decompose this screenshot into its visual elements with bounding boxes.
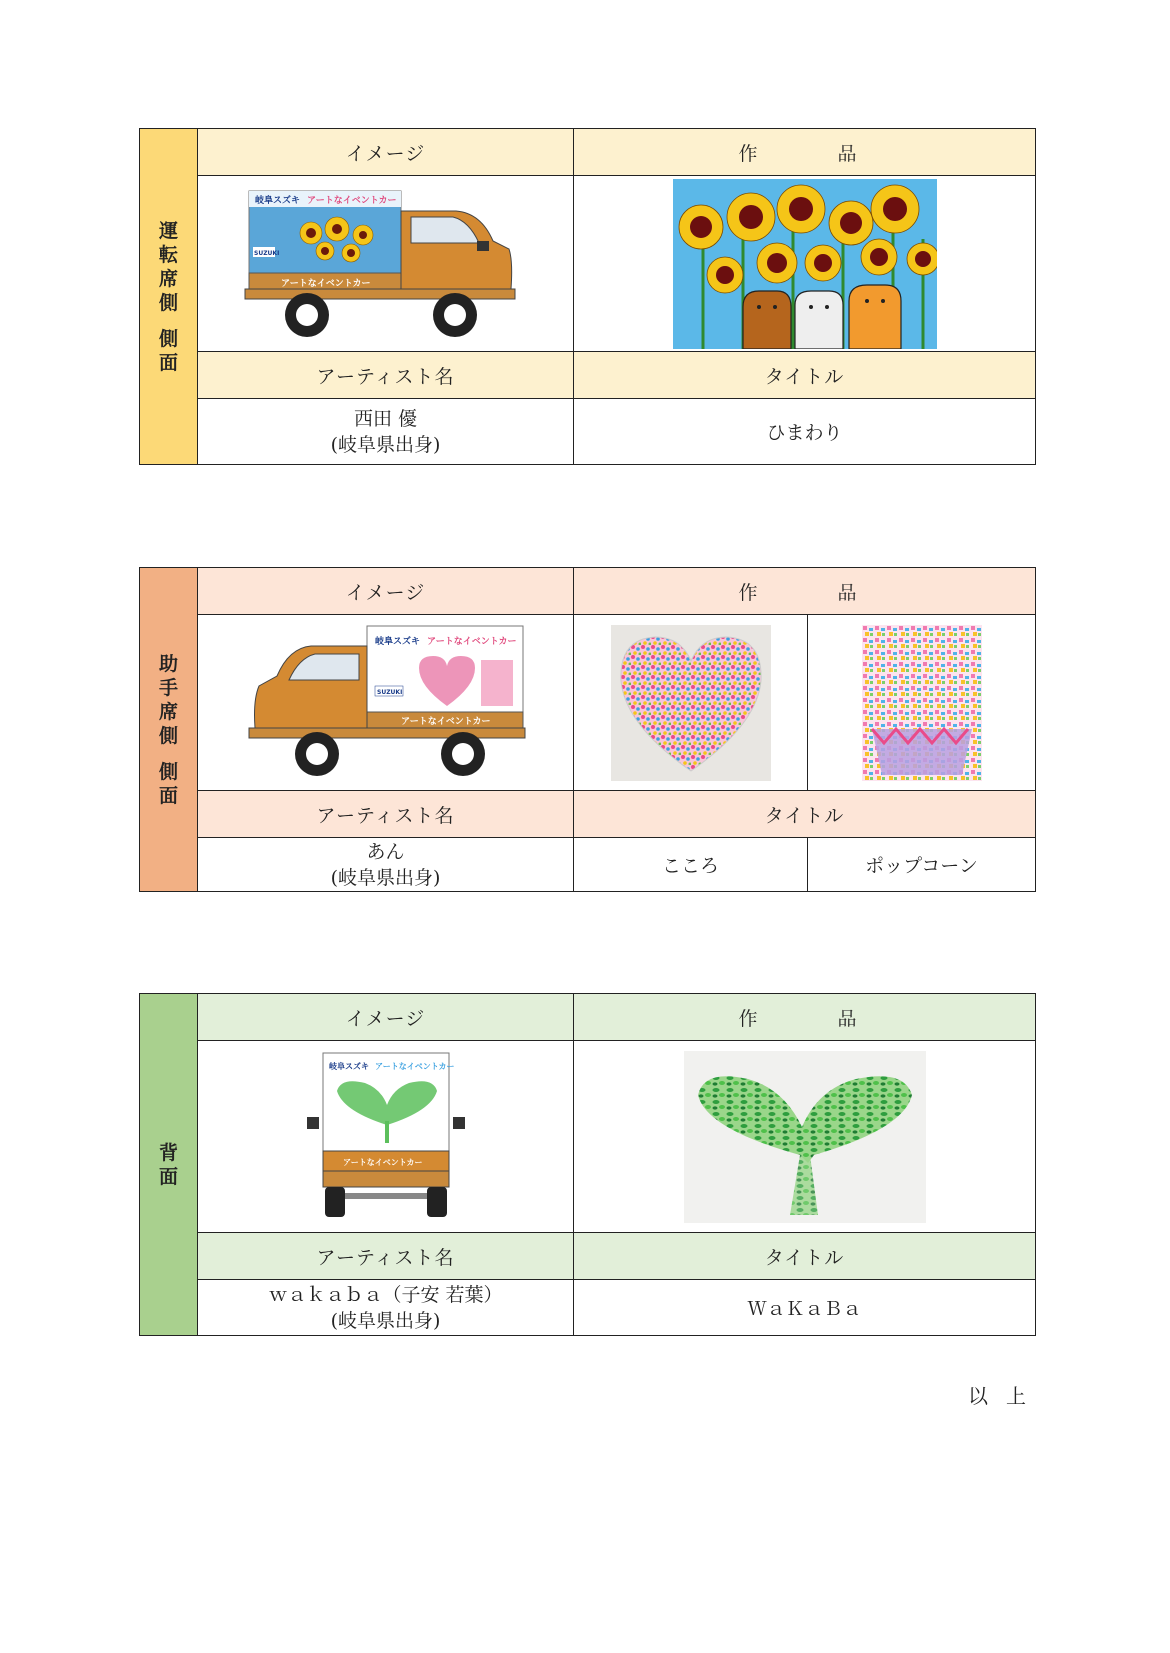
svg-text:アートなイベントカー: アートなイベントカー <box>400 716 490 727</box>
header-title: タイトル <box>574 791 1036 838</box>
artist-origin: (岐阜県出身) <box>330 866 441 889</box>
truck-image-rear <box>198 1041 574 1233</box>
header-image: イメージ <box>198 994 574 1041</box>
heart-painting <box>611 625 771 781</box>
artist-name: 西田 優 <box>353 407 418 430</box>
svg-text:岐阜スズキ: 岐阜スズキ <box>374 636 420 647</box>
truck-image-driver <box>198 176 574 352</box>
side-label-driver: 運 転 席 側 側 面 <box>140 129 198 465</box>
popcorn-painting <box>862 625 982 781</box>
header-artist: アーティスト名 <box>198 352 574 399</box>
header-artist: アーティスト名 <box>198 791 574 838</box>
svg-text:アートなイベントカー: アートなイベントカー <box>426 636 516 647</box>
svg-text:アートなイベントカー: アートなイベントカー <box>374 1061 455 1071</box>
header-image: イメージ <box>198 129 574 176</box>
artist-name: あん <box>366 840 405 863</box>
leaf-tree-painting <box>684 1051 926 1223</box>
artist-origin: (岐阜県出身) <box>330 433 441 456</box>
artwork-himawari <box>574 176 1036 352</box>
svg-text:岐阜スズキ: 岐阜スズキ <box>328 1061 369 1071</box>
artwork-wakaba <box>574 1041 1036 1233</box>
svg-text:アートなイベントカー: アートなイベントカー <box>342 1157 423 1167</box>
svg-text:SUZUKI: SUZUKI <box>376 688 402 696</box>
header-artist: アーティスト名 <box>198 1233 574 1280</box>
header-title: タイトル <box>574 352 1036 399</box>
section-passenger-side <box>139 567 1036 892</box>
artist-name: ｗａｋａｂａ（子安 若葉） <box>268 1283 503 1306</box>
work-title: ひまわり <box>574 399 1036 465</box>
header-work: 作 品 <box>574 129 1036 176</box>
truck-rear-illustration <box>301 1047 471 1227</box>
svg-text:SUZUKI: SUZUKI <box>253 249 279 257</box>
header-image: イメージ <box>198 568 574 615</box>
svg-text:アートなイベントカー: アートなイベントカー <box>280 278 370 289</box>
artist-origin: (岐阜県出身) <box>330 1309 441 1332</box>
artwork-kokoro <box>574 615 808 791</box>
truck-image-passenger <box>198 615 574 791</box>
artist-cell <box>198 399 574 465</box>
artist-cell <box>198 838 574 892</box>
svg-text:岐阜スズキ: 岐阜スズキ <box>254 195 300 206</box>
work-title-1: こころ <box>574 838 808 892</box>
truck-passenger-side-illustration <box>241 620 531 786</box>
side-label-passenger: 助 手 席 側 側 面 <box>140 568 198 892</box>
section-driver-side <box>139 128 1036 465</box>
section-rear <box>139 993 1036 1336</box>
sunflower-painting <box>673 179 937 349</box>
header-title: タイトル <box>574 1233 1036 1280</box>
svg-text:アートなイベントカー: アートなイベントカー <box>306 195 396 206</box>
closing-mark: 以上 <box>968 1384 1044 1408</box>
header-work: 作 品 <box>574 994 1036 1041</box>
truck-driver-side-illustration <box>241 181 531 347</box>
artist-cell <box>198 1280 574 1336</box>
work-title-2: ポップコーン <box>808 838 1036 892</box>
side-label-rear: 背 面 <box>140 994 198 1336</box>
work-title: ＷａＫａＢａ <box>574 1280 1036 1336</box>
header-work: 作 品 <box>574 568 1036 615</box>
artwork-popcorn <box>808 615 1036 791</box>
